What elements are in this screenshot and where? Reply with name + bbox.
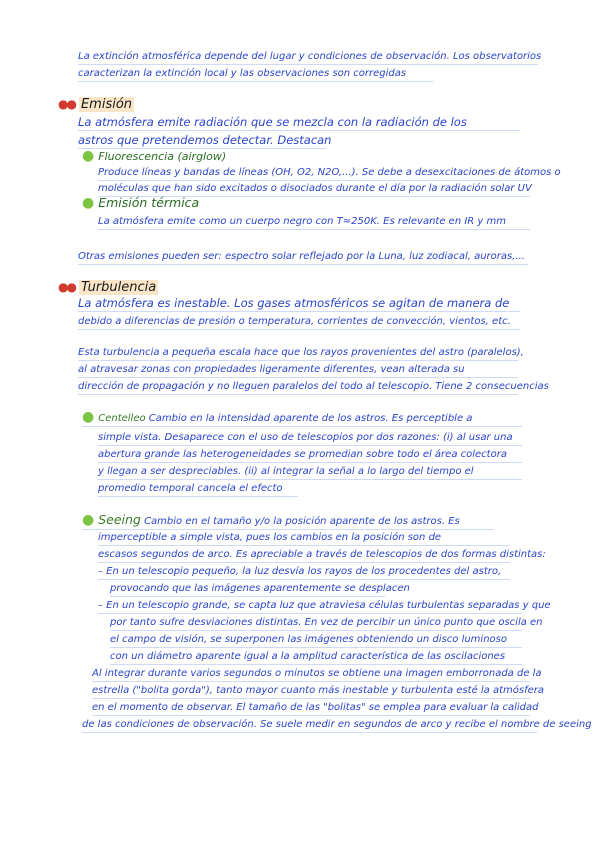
seeing-line-8: el campo de visión, se superponen las imágenes obteniendo un disco luminoso bbox=[110, 633, 522, 648]
red-double-bullet-icon: ●● bbox=[58, 280, 75, 294]
emision-heading-text: Emisión bbox=[80, 97, 133, 112]
emision-termica-line-1: La atmósfera emite como un cuerpo negro con T≈250K. Es relevante en IR y mm bbox=[98, 215, 530, 230]
seeing-line-12: en el momento de observar. El tamaño de las "bolitas" se emplea para evaluar la calidad bbox=[92, 701, 530, 716]
section-heading-emision bbox=[58, 96, 134, 113]
green-bullet-icon: ● bbox=[82, 195, 95, 211]
centelleo-line-1 bbox=[82, 411, 522, 427]
intro-line-2: caracterizan la extinción local y las observaciones son corregidas bbox=[78, 67, 433, 82]
centelleo-line-4: y llegan a ser despreciables. (ii) al integrar la señal a lo largo del tiempo el bbox=[98, 465, 522, 480]
fluorescencia-line-2: moléculas que han sido excitados o disociados durante el día por la radiación solar UV bbox=[98, 182, 530, 197]
seeing-line-4: – En un telescopio pequeño, la luz desvía los rayos de los procedentes del astro, bbox=[98, 565, 510, 580]
turbulencia-line-5: dirección de propagación y no lleguen paralelos del todo al telescopio. Tiene 2 consecuencias bbox=[78, 380, 518, 395]
subtitle-emision-termica bbox=[82, 196, 199, 210]
turbulencia-line-1: La atmósfera es inestable. Los gases atmosféricos se agitan de manera de bbox=[78, 296, 520, 312]
emision-line-1: La atmósfera emite radiación que se mezcla con la radiación de los bbox=[78, 115, 520, 131]
green-bullet-icon: ● bbox=[82, 409, 95, 425]
centelleo-line-3: abertura grande las heterogeneidades se promedian sobre todo el área colectora bbox=[98, 448, 522, 463]
green-bullet-icon: ● bbox=[82, 512, 95, 528]
intro-line-1: La extinción atmosférica depende del lugar y condiciones de observación. Los observatorios bbox=[78, 50, 538, 65]
centelleo-line-5: promedio temporal cancela el efecto bbox=[98, 482, 298, 497]
fluorescencia-line-1: Produce líneas y bandas de líneas (OH, O2, N2O,...). Se debe a desexcitaciones de átomos o bbox=[98, 166, 530, 181]
otras-emisiones-line: Otras emisiones pueden ser: espectro solar reflejado por la Luna, luz zodiacal, auroras,... bbox=[78, 250, 528, 265]
seeing-line-6: – En un telescopio grande, se capta luz que atraviesa células turbulentas separadas y que bbox=[98, 599, 522, 614]
emision-termica-title: Emisión térmica bbox=[98, 195, 200, 210]
seeing-line-11: estrella ("bolita gorda"), tanto mayor cuanto más inestable y turbulenta esté la atmósfera bbox=[92, 684, 530, 699]
seeing-line-1 bbox=[82, 513, 494, 530]
subtitle-fluorescencia bbox=[82, 149, 226, 164]
seeing-line-2: imperceptible a simple vista, pues los cambios en la posición son de bbox=[98, 531, 510, 546]
turbulencia-line-3: Esta turbulencia a pequeña escala hace que los rayos provenientes del astro (paralelos), bbox=[78, 346, 518, 361]
centelleo-title: Centelleo bbox=[98, 413, 146, 424]
seeing-title: Seeing bbox=[98, 512, 141, 527]
seeing-line-10: Al integrar durante varios segundos o minutos se obtiene una imagen emborronada de la bbox=[92, 667, 530, 682]
centelleo-line-2: simple vista. Desaparece con el uso de telescopios por dos razones: (i) al usar una bbox=[98, 431, 522, 446]
seeing-line-13: de las condiciones de observación. Se suele medir en segundos de arco y recibe el nombre de seeing bbox=[82, 718, 537, 733]
emision-line-2: astros que pretendemos detectar. Destacan bbox=[78, 133, 332, 147]
section-heading-turbulencia bbox=[58, 279, 158, 296]
green-bullet-icon: ● bbox=[82, 148, 95, 164]
seeing-line-3: escasos segundos de arco. Es apreciable a través de telescopios de dos formas distintas: bbox=[98, 548, 510, 563]
red-double-bullet-icon: ●● bbox=[58, 97, 75, 111]
seeing-line-9: con un diámetro aparente igual a la amplitud característica de las oscilaciones bbox=[110, 650, 522, 665]
seeing-line-5: provocando que las imágenes aparentemente se desplacen bbox=[110, 582, 385, 597]
fluorescencia-title: Fluorescencia (airglow) bbox=[98, 150, 227, 163]
turbulencia-heading-text: Turbulencia bbox=[80, 280, 157, 295]
seeing-text-1: Cambio en el tamaño y/o la posición aparente de los astros. Es bbox=[144, 516, 460, 527]
turbulencia-line-2: debido a diferencias de presión o temperatura, corrientes de convección, vientos, etc. bbox=[78, 315, 520, 330]
seeing-line-7: por tanto sufre desviaciones distintas. En vez de percibir un único punto que oscila en bbox=[110, 616, 522, 631]
turbulencia-line-4: al atravesar zonas con propiedades ligeramente diferentes, vean alterada su bbox=[78, 363, 518, 378]
centelleo-text-1: Cambio en la intensidad aparente de los astros. Es perceptible a bbox=[148, 413, 473, 424]
